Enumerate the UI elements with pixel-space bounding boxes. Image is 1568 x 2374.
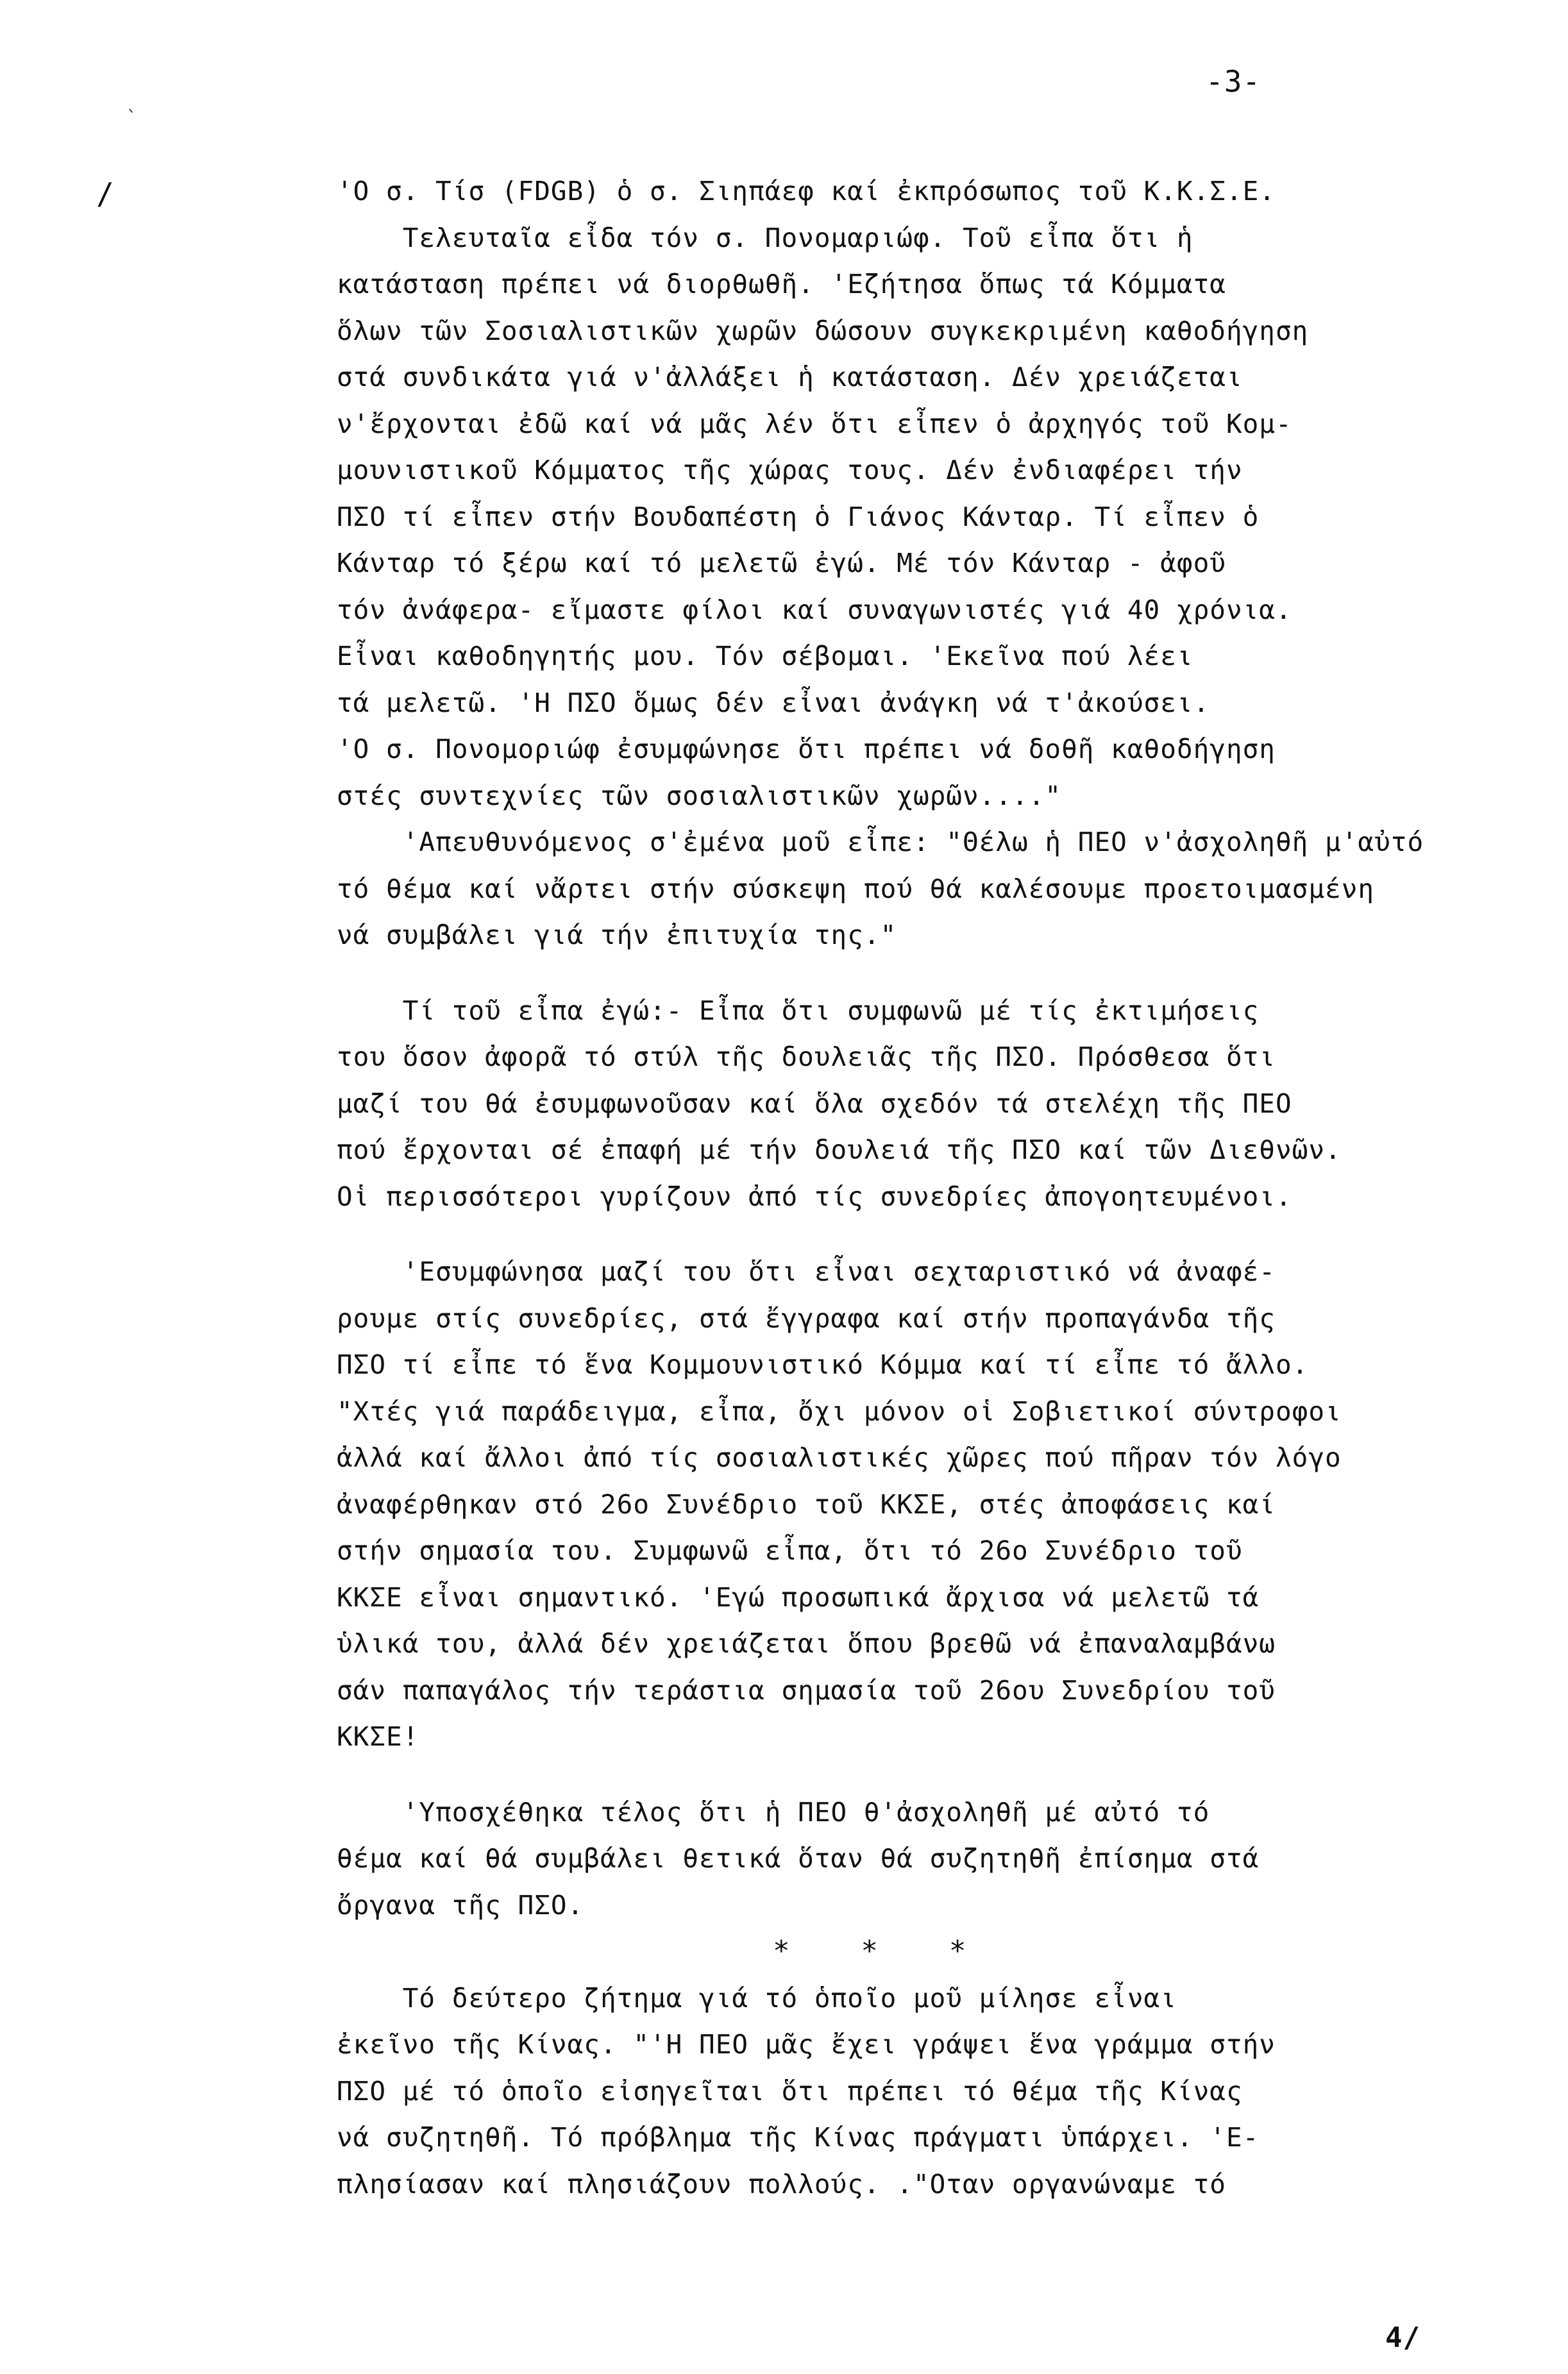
- text-line: "Χτές γιά παράδειγμα, εἶπα, ὄχι μόνον οἱ Σοβιετικοί σύντροφοι: [337, 1395, 1342, 1427]
- text-line: τά μελετῶ. 'Η ΠΣΟ ὅμως δέν εἶναι ἀνάγκη νά τ'ἀκούσει.: [337, 687, 1210, 718]
- text-line: ὑλικά του, ἀλλά δέν χρειάζεται ὅπου βρεθῶ νά ἐπαναλαμβάνω: [337, 1628, 1276, 1659]
- text-line: νά συζητηθῆ. Τό πρόβλημα τῆς Κίνας πράγματι ὑπάρχει. 'Ε-: [337, 2122, 1260, 2153]
- body-text: [337, 168, 1555, 2207]
- text-line: πού ἔρχονται σέ ἐπαφή μέ τήν δουλειά τῆς ΠΣΟ καί τῶν Διεθνῶν.: [337, 1134, 1342, 1165]
- text-line: νά συμβάλει γιά τήν ἐπιτυχία της.": [337, 920, 897, 950]
- text-line: κατάσταση πρέπει νά διορθωθῆ. 'Εζήτησα ὅπως τά Κόμματα: [337, 269, 1226, 299]
- text-line: θέμα καί θά συμβάλει θετικά ὅταν θά συζητηθῆ ἐπίσημα στά: [337, 1843, 1260, 1874]
- text-line: στές συντεχνίες τῶν σοσιαλιστικῶν χωρῶν....": [337, 780, 1062, 811]
- stray-mark: ˎ: [125, 90, 138, 112]
- text-line: ΠΣΟ τί εἶπεν στήν Βουδαπέστη ὁ Γιάνος Κάνταρ. Τί εἶπεν ὁ: [337, 501, 1260, 532]
- text-line: ΚΚΣΕ!: [337, 1721, 419, 1752]
- text-line: ὄργανα τῆς ΠΣΟ.: [337, 1889, 584, 1921]
- text-line: 'Εσυμφώνησα μαζί του ὅτι εἶναι σεχταριστικό νά ἀναφέ-: [337, 1256, 1276, 1287]
- text-line: Τελευταῖα εἶδα τόν σ. Πονομαριώφ. Τοῦ εἶπα ὅτι ἡ: [337, 222, 1193, 253]
- text-line: ΚΚΣΕ εἶναι σημαντικό. 'Εγώ προσωπικά ἄρχισα νά μελετῶ τά: [337, 1581, 1260, 1613]
- text-line: 'Απευθυνόμενος σ'ἐμένα μοῦ εἶπε: "Θέλω ἡ ΠΕΟ ν'ἀσχοληθῆ μ'αὐτό: [337, 827, 1424, 857]
- text-line: ἐκεῖνο τῆς Κίνας. "'Η ΠΕΟ μᾶς ἔχει γράψει ἕνα γράμμα στήν: [337, 2029, 1276, 2060]
- margin-mark: /: [96, 176, 115, 211]
- text-line: τό θέμα καί νἄρτει στήν σύσκεψη πού θά καλέσουμε προετοιμασμένη: [337, 873, 1375, 904]
- text-line: 'Υποσχέθηκα τέλος ὅτι ἡ ΠΕΟ θ'ἀσχοληθῆ μέ αὐτό τό: [337, 1796, 1210, 1828]
- text-line: ρουμε στίς συνεδρίες, στά ἔγγραφα καί στήν προπαγάνδα τῆς: [337, 1302, 1276, 1334]
- text-line: ἀναφέρθηκαν στό 26ο Συνέδριο τοῦ ΚΚΣΕ, στές ἀποφάσεις καί: [337, 1488, 1276, 1520]
- text-line: τόν ἀνάφερα- εἴμαστε φίλοι καί συναγωνιστές γιά 40 χρόνια.: [337, 594, 1292, 625]
- text-line: Τό δεύτερο ζήτημα γιά τό ὁποῖο μοῦ μίλησε εἶναι: [337, 1982, 1177, 2014]
- text-line: μουνιστικοῦ Κόμματος τῆς χώρας τους. Δέν ἐνδιαφέρει τήν: [337, 455, 1243, 485]
- text-line: ὅλων τῶν Σοσιαλιστικῶν χωρῶν δώσουν συγκεκριμένη καθοδήγηση: [337, 315, 1309, 346]
- text-line: Τί τοῦ εἶπα ἐγώ:- Εἶπα ὅτι συμφωνῶ μέ τίς ἐκτιμήσεις: [337, 995, 1260, 1026]
- text-line: του ὅσον ἀφορᾶ τό στύλ τῆς δουλειᾶς τῆς ΠΣΟ. Πρόσθεσα ὅτι: [337, 1041, 1276, 1072]
- page-catchword: 4/: [1385, 2321, 1420, 2354]
- paragraph-gap: [337, 1760, 1555, 1789]
- text-line: ἀλλά καί ἄλλοι ἀπό τίς σοσιαλιστικές χῶρες πού πῆραν τόν λόγο: [337, 1442, 1342, 1473]
- section-separator: * * *: [773, 1935, 967, 1967]
- page-number: -3-: [1206, 64, 1261, 99]
- text-line: στά συνδικάτα γιά ν'ἀλλάξει ἡ κατάσταση. Δέν χρειάζεται: [337, 362, 1243, 392]
- paragraph-gap: [337, 1220, 1555, 1249]
- text-line: ν'ἔρχονται ἐδῶ καί νά μᾶς λέν ὅτι εἶπεν ὁ ἀρχηγός τοῦ Κομ-: [337, 408, 1292, 439]
- text-line: 'Ο σ. Πονομοριώφ ἐσυμφώνησε ὅτι πρέπει νά δοθῆ καθοδήγηση: [337, 734, 1276, 764]
- text-line: στήν σημασία του. Συμφωνῶ εἶπα, ὅτι τό 26ο Συνέδριο τοῦ: [337, 1535, 1243, 1566]
- text-line: Εἶναι καθοδηγητής μου. Τόν σέβομαι. 'Εκεῖνα πού λέει: [337, 641, 1193, 671]
- paragraph-gap: [337, 959, 1555, 988]
- text-line: σάν παπαγάλος τήν τεράστια σημασία τοῦ 26ου Συνεδρίου τοῦ: [337, 1674, 1276, 1706]
- text-line: ΠΣΟ τί εἶπε τό ἕνα Κομμουνιστικό Κόμμα καί τί εἶπε τό ἄλλο.: [337, 1349, 1309, 1380]
- text-line: 'Ο σ. Τίσ (FDGB) ὁ σ. Σιηπάεφ καί ἐκπρόσωπος τοῦ Κ.Κ.Σ.Ε.: [337, 176, 1276, 206]
- text-line: Οἱ περισσότεροι γυρίζουν ἀπό τίς συνεδρίες ἀπογοητευμένοι.: [337, 1181, 1292, 1212]
- text-line: ΠΣΟ μέ τό ὁποῖο εἰσηγεῖται ὅτι πρέπει τό θέμα τῆς Κίνας: [337, 2075, 1243, 2107]
- text-line: μαζί του θά ἐσυμφωνοῦσαν καί ὅλα σχεδόν τά στελέχη τῆς ΠΕΟ: [337, 1088, 1292, 1119]
- text-line: Κάνταρ τό ξέρω καί τό μελετῶ ἐγώ. Μέ τόν Κάνταρ - ἀφοῦ: [337, 548, 1226, 578]
- text-line: πλησίασαν καί πλησιάζουν πολλούς. ."Οταν οργανώναμε τό: [337, 2168, 1226, 2200]
